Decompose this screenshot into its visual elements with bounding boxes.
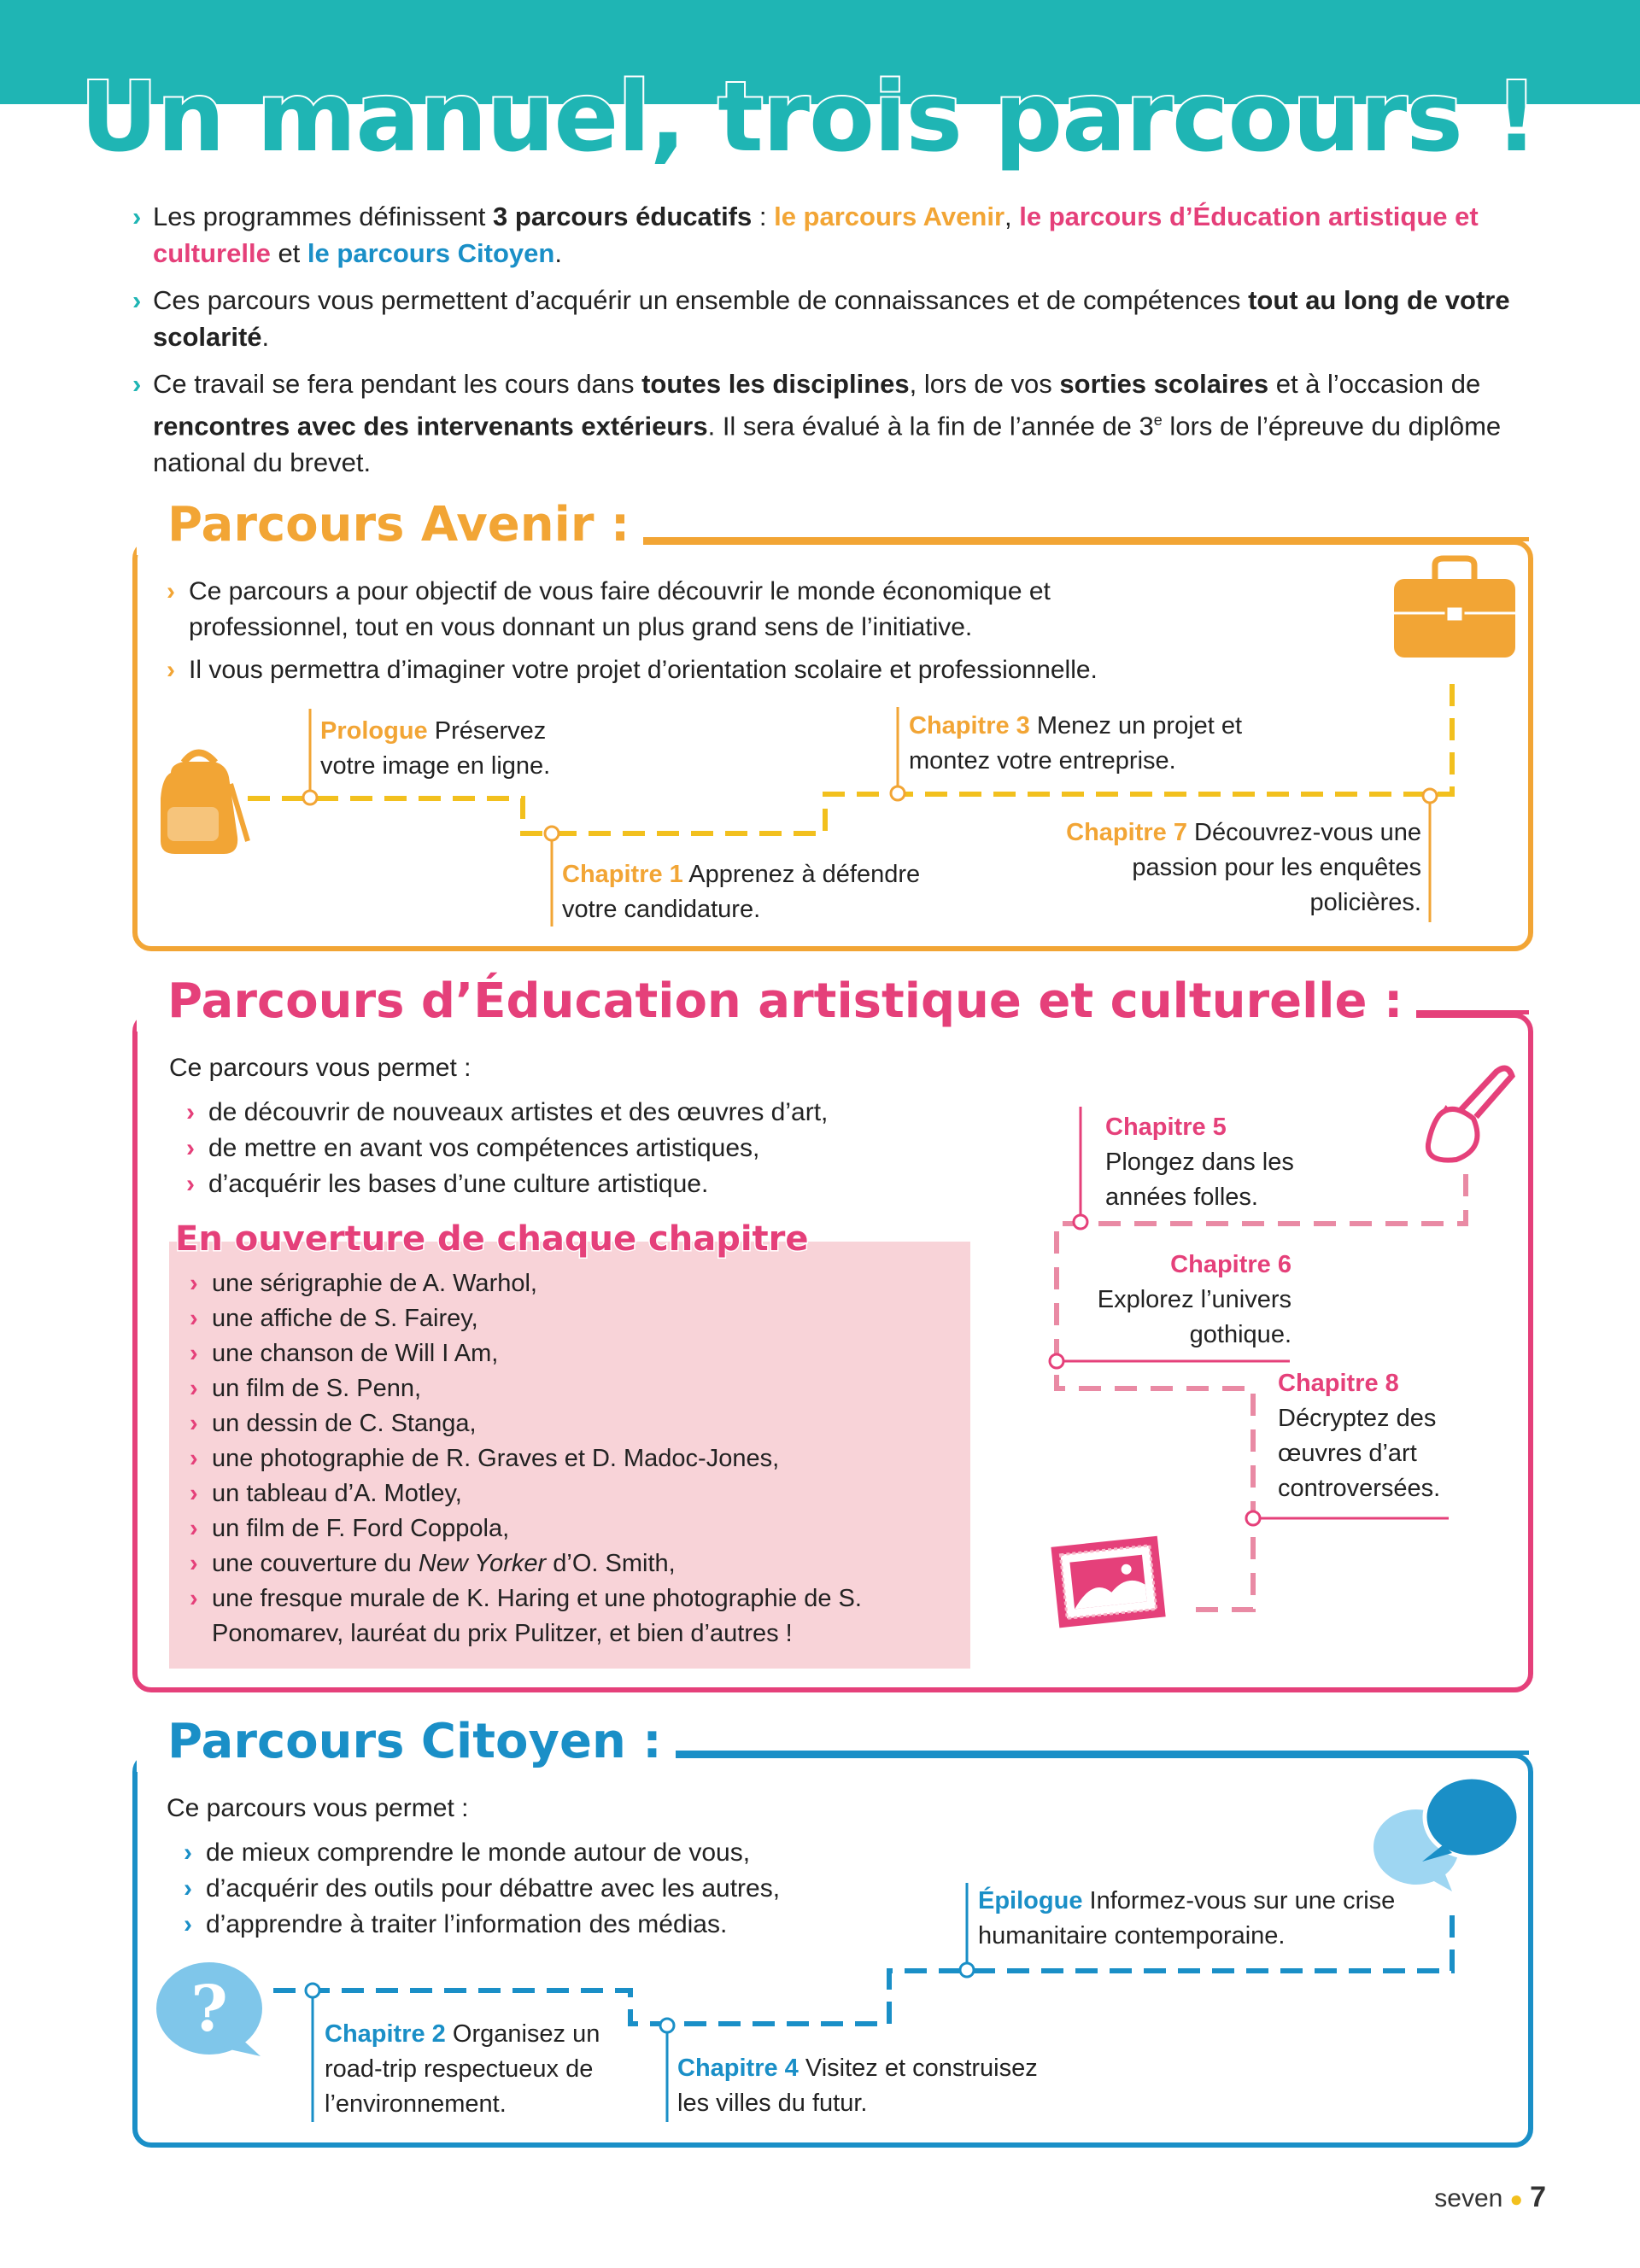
ouverture-item-text: un film de S. Penn, bbox=[212, 1375, 422, 1402]
ouverture-item-text: une sérigraphie de A. Warhol, bbox=[212, 1270, 537, 1297]
ouverture-item-text: un film de F. Ford Coppola, bbox=[212, 1515, 510, 1542]
dot-icon: ● bbox=[1509, 2186, 1524, 2212]
ouverture-item-text: une photographie de R. Graves et D. Madoc-Jones, bbox=[212, 1445, 780, 1472]
citoyen-bullet-text: d’apprendre à traiter l’information des médias. bbox=[206, 1910, 728, 1938]
page-footer bbox=[1434, 2181, 1546, 2214]
backpack-icon bbox=[161, 753, 248, 855]
path-node bbox=[545, 827, 559, 840]
ouverture-item-text: une couverture du bbox=[212, 1550, 419, 1577]
ouverture-item-text: un dessin de C. Stanga, bbox=[212, 1410, 477, 1437]
chevron-icon: › bbox=[132, 202, 142, 231]
avenir-path bbox=[248, 675, 1452, 833]
chevron-icon: › bbox=[190, 1480, 198, 1507]
intro-text-span: lors de l’épreuve du diplôme national du brevet. bbox=[153, 411, 1502, 478]
citoyen-intro: Ce parcours vous permet : bbox=[167, 1794, 469, 1822]
step-text: Décryptez des œuvres d’art controversées. bbox=[1278, 1405, 1441, 1502]
intro-text-span: et à l’occasion de bbox=[1268, 369, 1481, 399]
ouverture-item-text: un tableau d’A. Motley, bbox=[212, 1480, 462, 1507]
paintbrush-icon bbox=[1428, 1068, 1512, 1160]
chevron-icon: › bbox=[184, 1838, 192, 1867]
avenir-bullet-text: Ce parcours a pour objectif de vous faire découvrir le monde économique et professionnel, tout en vous donnant un plus grand sens de l’initiative. bbox=[189, 577, 1051, 641]
intro-text-span: . Il sera évalué à la fin de l’année de 3 bbox=[707, 411, 1154, 441]
speech-bubbles-icon bbox=[1374, 1777, 1519, 1891]
chevron-icon: › bbox=[186, 1134, 195, 1162]
citoyen-title: Parcours Citoyen : bbox=[137, 1712, 676, 1772]
step-label: Chapitre 6 bbox=[1170, 1251, 1292, 1278]
citoyen-path bbox=[273, 1904, 1452, 2024]
intro-avenir-link-text: le parcours Avenir bbox=[774, 202, 1005, 231]
chevron-icon: › bbox=[190, 1410, 198, 1437]
chevron-icon: › bbox=[190, 1305, 198, 1332]
ouverture-item-italic: New Yorker bbox=[418, 1550, 547, 1577]
step-text: Explorez l’univers gothique. bbox=[1097, 1286, 1292, 1348]
chevron-icon: › bbox=[184, 1910, 192, 1938]
chevron-icon: › bbox=[132, 369, 142, 399]
svg-text:?: ? bbox=[190, 1973, 228, 2046]
step-label: Chapitre 7 bbox=[1066, 819, 1187, 846]
citoyen-bullet-text: de mieux comprendre le monde autour de vous, bbox=[206, 1838, 751, 1867]
path-node bbox=[1074, 1215, 1087, 1229]
citoyen-bullet-text: d’acquérir des outils pour débattre avec les autres, bbox=[206, 1874, 781, 1903]
avenir-bullet-text: Il vous permettra d’imaginer votre projet d’orientation scolaire et professionnelle. bbox=[189, 656, 1098, 684]
ouverture-item-text: une chanson de Will I Am, bbox=[212, 1340, 499, 1367]
intro-bold: 3 parcours éducatifs bbox=[493, 202, 753, 231]
avenir-title: Parcours Avenir : bbox=[137, 495, 643, 555]
step-label: Prologue bbox=[320, 717, 428, 745]
path-node bbox=[1423, 789, 1437, 803]
page-title: Un manuel, trois parcours ! bbox=[79, 62, 1538, 173]
chevron-icon: › bbox=[190, 1515, 198, 1542]
chevron-icon: › bbox=[184, 1874, 192, 1903]
step-text: Menez un projet et montez votre entreprise. bbox=[909, 712, 1243, 775]
chevron-icon: › bbox=[190, 1445, 198, 1472]
path-node bbox=[1050, 1354, 1063, 1368]
art-intro: Ce parcours vous permet : bbox=[169, 1054, 472, 1082]
intro-text-span: : bbox=[752, 202, 775, 231]
step-label: Chapitre 8 bbox=[1278, 1370, 1399, 1397]
path-node bbox=[891, 786, 905, 800]
step-label: Chapitre 2 bbox=[325, 2020, 446, 2048]
ouverture-item-text: une fresque murale de K. Haring et une photographie de S. Ponomarev, lauréat du prix Pulitzer, et bien d’autres ! bbox=[212, 1585, 862, 1647]
step-label: Épilogue bbox=[978, 1887, 1083, 1914]
chevron-icon: › bbox=[190, 1270, 198, 1297]
step-text: Informez-vous sur une crise humanitaire contemporaine. bbox=[978, 1887, 1396, 1949]
chevron-icon: › bbox=[190, 1585, 198, 1612]
step-label: Chapitre 3 bbox=[909, 712, 1030, 739]
intro-citoyen-text: le parcours Citoyen bbox=[307, 238, 555, 268]
chevron-icon: › bbox=[186, 1098, 195, 1126]
path-node bbox=[306, 1984, 319, 1997]
intro-bold: sorties scolaires bbox=[1059, 369, 1269, 399]
path-node bbox=[303, 791, 317, 804]
step-text: Visitez et construisez les villes du futur. bbox=[677, 2055, 1038, 2117]
path-node bbox=[660, 2019, 674, 2032]
intro-text-span: Les programmes définissent bbox=[153, 202, 494, 231]
intro-text-span: . bbox=[554, 238, 562, 268]
intro-bold: rencontres avec des intervenants extérieurs bbox=[153, 411, 708, 441]
intro-text-span: , bbox=[1004, 202, 1020, 231]
intro-text-span: , lors de vos bbox=[909, 369, 1060, 399]
question-bubble-icon bbox=[156, 1962, 262, 2056]
art-bullet-text: de mettre en avant vos compétences artistiques, bbox=[208, 1134, 760, 1162]
picture-frame-icon bbox=[1051, 1536, 1165, 1628]
step-text: Organisez un road-trip respectueux de l’environnement. bbox=[325, 2020, 600, 2118]
chevron-icon: › bbox=[167, 577, 175, 605]
intro-bold: tout au long de votre scolarité bbox=[153, 285, 1510, 352]
page-number: 7 bbox=[1530, 2181, 1546, 2213]
step-label: Chapitre 1 bbox=[562, 861, 683, 888]
art-title: Parcours d’Éducation artistique et culturelle : bbox=[137, 972, 1416, 1032]
briefcase-icon bbox=[1394, 558, 1515, 658]
intro-text-span: et bbox=[270, 238, 308, 268]
chevron-icon: › bbox=[190, 1375, 198, 1402]
step-text: Apprenez à défendre votre candidature. bbox=[562, 861, 921, 923]
step-text: Préservez votre image en ligne. bbox=[320, 717, 551, 780]
chevron-icon: › bbox=[186, 1170, 195, 1198]
intro-text-span: Ces parcours vous permettent d’acquérir un ensemble de connaissances et de compétences bbox=[153, 285, 1249, 315]
ouverture-item-text: d’O. Smith, bbox=[546, 1550, 676, 1577]
step-label: Chapitre 5 bbox=[1105, 1114, 1227, 1141]
intro-text-span: Ce travail se fera pendant les cours dans bbox=[153, 369, 642, 399]
path-node bbox=[960, 1963, 974, 1977]
art-bullet-text: d’acquérir les bases d’une culture artistique. bbox=[208, 1170, 709, 1198]
footer-word: seven bbox=[1434, 2184, 1503, 2212]
intro-text-span: . bbox=[261, 322, 270, 352]
step-label: Chapitre 4 bbox=[677, 2055, 799, 2082]
step-text: Découvrez-vous une passion pour les enquêtes policières. bbox=[1132, 819, 1421, 916]
chevron-icon: › bbox=[132, 285, 142, 315]
intro-bold: toutes les disciplines bbox=[641, 369, 910, 399]
step-text: Plongez dans les années folles. bbox=[1105, 1149, 1294, 1211]
ouverture-title: En ouverture de chaque chapitre bbox=[175, 1219, 809, 1259]
ouverture-item-text: une affiche de S. Fairey, bbox=[212, 1305, 478, 1332]
path-node bbox=[1246, 1511, 1260, 1525]
superscript-e: e bbox=[1153, 412, 1163, 429]
chevron-icon: › bbox=[167, 656, 175, 684]
chevron-icon: › bbox=[190, 1340, 198, 1367]
intro-art-text: le parcours d’Éducation artistique et culturelle bbox=[153, 202, 1479, 268]
art-bullet-text: de découvrir de nouveaux artistes et des œuvres d’art, bbox=[208, 1098, 829, 1126]
chevron-icon: › bbox=[190, 1550, 198, 1577]
